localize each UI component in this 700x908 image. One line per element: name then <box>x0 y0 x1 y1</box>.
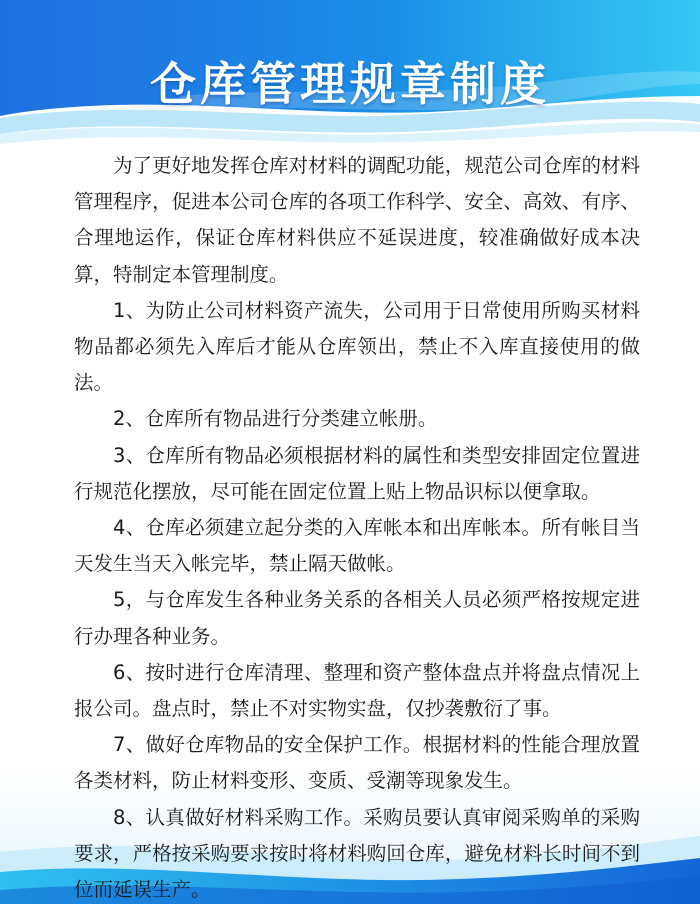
rule-item-7: 7、做好仓库物品的安全保护工作。根据材料的性能合理放置各类材料，防止材料变形、变质、受潮等现象发生。 <box>74 733 640 793</box>
intro-paragraph: 为了更好地发挥仓库对材料的调配功能，规范公司仓库的材料管理程序，促进本公司仓库的各项工作科学、安全、高效、有序、合理地运作，保证仓库材料供应不延误进度，较准确做好成本决算，特制定本管理制度。 <box>74 154 640 286</box>
rule-item-6: 6、按时进行仓库清理、整理和资产整体盘点并将盘点情况上报公司。盘点时，禁止不对实物实盘，仅抄袭敷衍了事。 <box>74 660 640 721</box>
page-title: 仓库管理规章制度 <box>150 57 550 111</box>
rule-item-2: 2、仓库所有物品进行分类建立帐册。 <box>113 407 438 431</box>
rule-item-8: 8、认真做好材料采购工作。采购员要认真审阅采购单的采购要求，严格按采购要求按时将材料购回仓库，避免材料长时间不到位而延误生产。 <box>74 805 640 902</box>
rule-item-5: 5，与仓库发生各种业务关系的各相关人员必须严格按规定进行办理各种业务。 <box>74 588 640 648</box>
rules-body <box>74 148 640 908</box>
rule-item-3: 3、仓库所有物品必须根据材料的属性和类型安排固定位置进行规范化摆放，尽可能在固定位置上贴上物品识标以便拿取。 <box>74 443 640 503</box>
rule-item-1: 1、为防止公司材料资产流失，公司用于日常使用所购买材料物品都必须先入库后才能从仓库领出，禁止不入库直接使用的做法。 <box>74 298 640 395</box>
rule-item-4: 4、仓库必须建立起分类的入库帐本和出库帐本。所有帐目当天发生当天入帐完毕，禁止隔天做帐。 <box>74 516 640 576</box>
